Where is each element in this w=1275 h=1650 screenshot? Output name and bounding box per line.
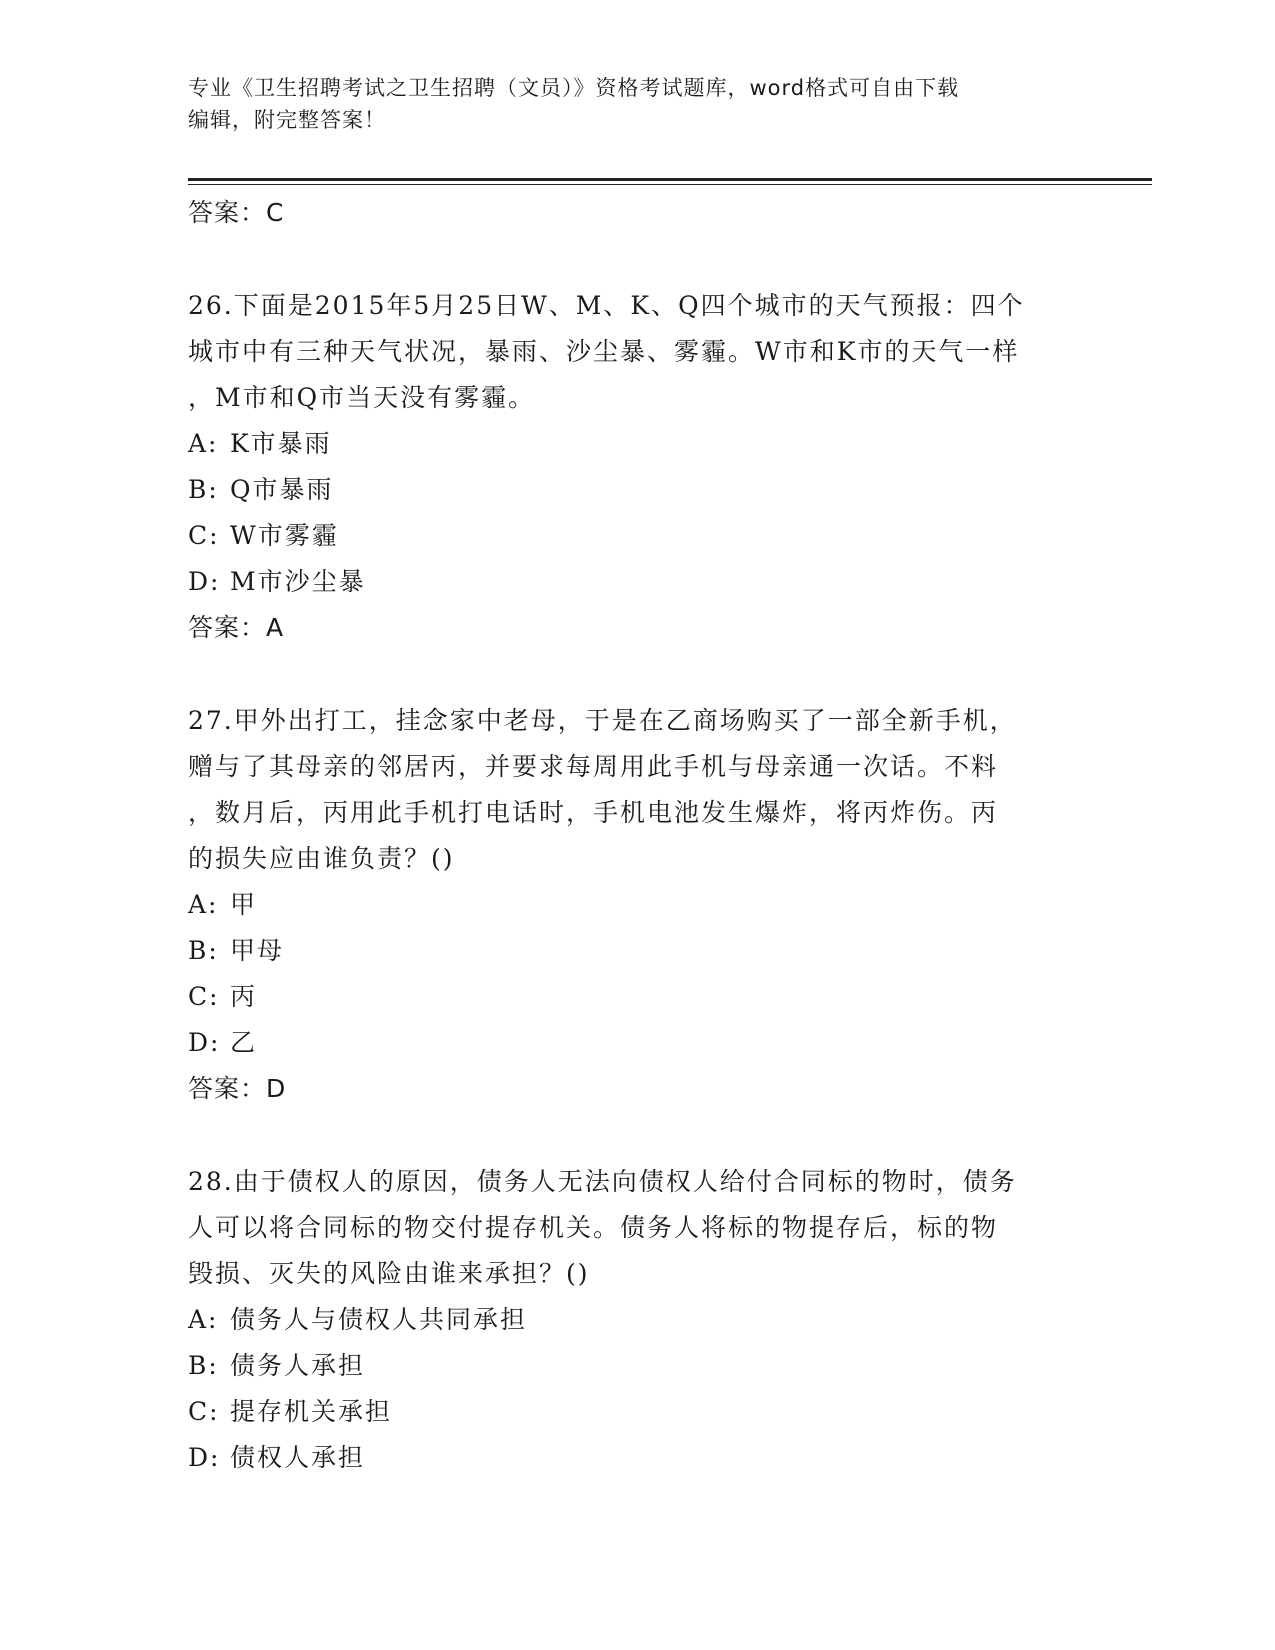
header-line-2: 编辑，附完整答案！ [188, 108, 386, 132]
option-text: 丙 [230, 982, 258, 1011]
stem-line: 28.由于债权人的原因，债务人无法向债权人给付合同标的物时，债务 [188, 1167, 1017, 1196]
option-text: 甲 [230, 890, 258, 919]
option-key: A: [188, 429, 219, 458]
option-key: C: [188, 982, 220, 1011]
option-key: B: [188, 475, 219, 504]
option-text: 债务人承担 [230, 1351, 366, 1380]
option-key: B: [188, 1351, 219, 1380]
option-text: K市暴雨 [230, 429, 332, 458]
option-text: 乙 [230, 1028, 258, 1057]
answer-line: 答案：A [188, 613, 285, 642]
option-d [188, 1020, 1088, 1066]
option-b [188, 1343, 1088, 1389]
option-key: C: [188, 1397, 220, 1426]
stem-line: 27.甲外出打工，挂念家中老母，于是在乙商场购买了一部全新手机， [188, 706, 1017, 735]
option-key: C: [188, 521, 220, 550]
option-key: A: [188, 890, 219, 919]
header-divider-thick [188, 178, 1152, 181]
option-text: 债权人承担 [230, 1443, 366, 1472]
header-divider-thin [188, 184, 1152, 185]
option-text: 提存机关承担 [230, 1397, 393, 1426]
question-stem [188, 283, 1088, 421]
stem-line: 城市中有三种天气状况，暴雨、沙尘暴、雾霾。W市和K市的天气一样 [188, 337, 1020, 366]
option-key: A: [188, 1305, 219, 1334]
question-26 [188, 283, 1088, 651]
stem-line: 毁损、灭失的风险由谁来承担？() [188, 1259, 590, 1288]
page-header [188, 72, 1088, 136]
option-d [188, 1435, 1088, 1481]
header-line-1: 专业《卫生招聘考试之卫生招聘（文员）》资格考试题库，word格式可自由下载 [188, 76, 960, 100]
stem-line: 的损失应由谁负责？() [188, 844, 455, 873]
stem-line: ，数月后，丙用此手机打电话时，手机电池发生爆炸，将丙炸伤。丙 [188, 798, 999, 827]
option-c [188, 513, 1088, 559]
option-a [188, 882, 1088, 928]
option-key: B: [188, 936, 219, 965]
question-27 [188, 698, 1088, 1112]
option-text: 债务人与债权人共同承担 [230, 1305, 528, 1334]
option-text: 甲母 [230, 936, 285, 965]
answer-line: 答案：D [188, 1074, 287, 1103]
question-28 [188, 1159, 1088, 1481]
option-text: W市雾霾 [230, 521, 339, 550]
stem-line: 人可以将合同标的物交付提存机关。债务人将标的物提存后，标的物 [188, 1213, 999, 1242]
option-text: Q市暴雨 [230, 475, 334, 504]
option-c [188, 1389, 1088, 1435]
option-b [188, 467, 1088, 513]
option-key: D: [188, 1443, 221, 1472]
option-key: D: [188, 1028, 221, 1057]
question-stem [188, 698, 1088, 882]
option-b [188, 928, 1088, 974]
option-a [188, 1297, 1088, 1343]
stem-line: 赠与了其母亲的邻居丙，并要求每周用此手机与母亲通一次话。不料 [188, 752, 999, 781]
option-c [188, 974, 1088, 1020]
option-d [188, 559, 1088, 605]
previous-answer: 答案：C [188, 198, 285, 227]
option-key: D: [188, 567, 221, 596]
option-a [188, 421, 1088, 467]
option-text: M市沙尘暴 [230, 567, 366, 596]
stem-line: 26.下面是2015年5月25日W、M、K、Q四个城市的天气预报：四个 [188, 291, 1025, 320]
question-stem [188, 1159, 1088, 1297]
stem-line: ，M市和Q市当天没有雾霾。 [188, 383, 536, 412]
question-list [188, 190, 1088, 1481]
